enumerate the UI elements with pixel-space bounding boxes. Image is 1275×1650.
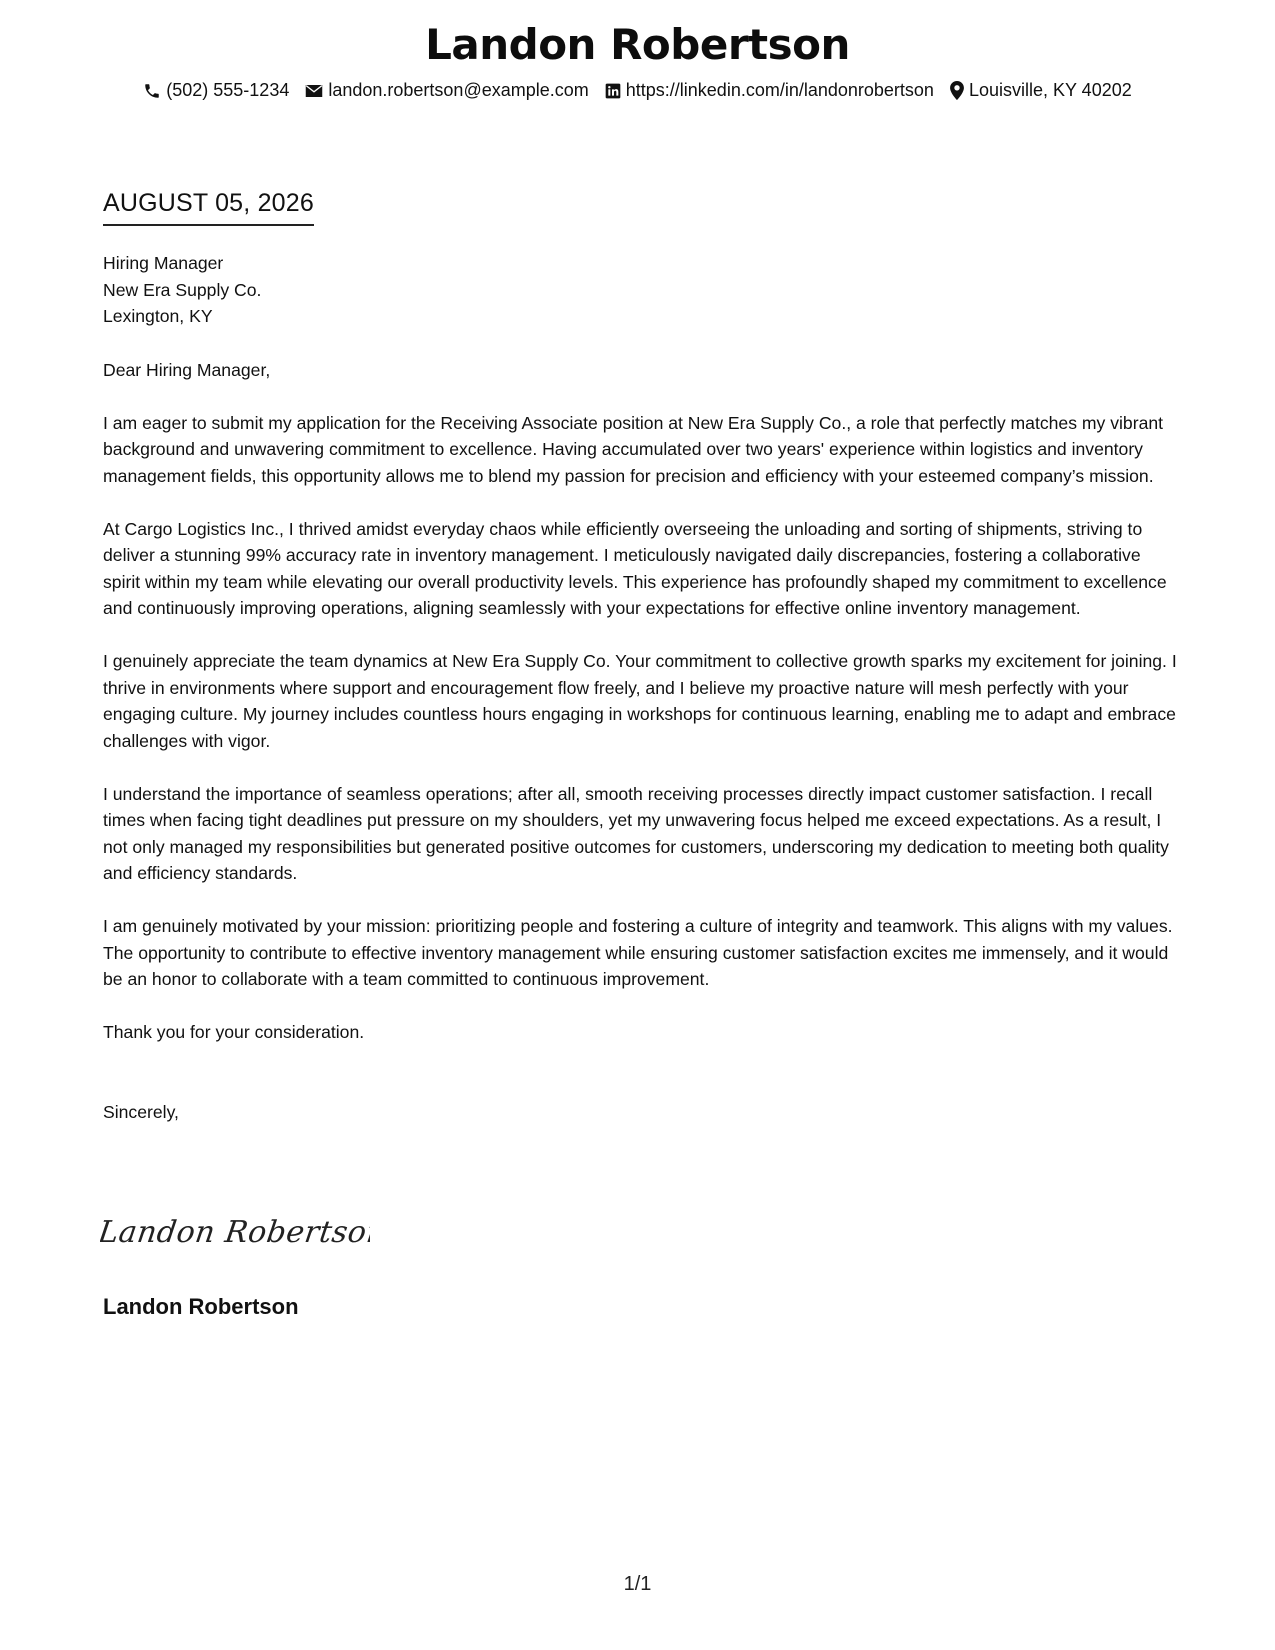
contact-location xyxy=(950,80,1132,101)
map-pin-icon xyxy=(950,81,964,100)
signature-script: Landon Robertson xyxy=(100,1215,370,1250)
body-paragraph: I understand the importance of seamless operations; after all, smooth receiving processes directly impact customer satisfaction. I recall times when facing tight deadlines put pressure on my shoulders, yet my unwavering focus helped me exceed expectations. As a result, I not only managed my responsibilities but generated positive outcomes for customers, underscoring my dedication to meeting both quality and efficiency standards. xyxy=(103,783,1169,883)
date-block xyxy=(103,189,314,226)
body-paragraph: I genuinely appreciate the team dynamics at New Era Supply Co. Your commitment to collective growth sparks my excitement for joining. I thrive in environments where support and encouragement flow freely, and I believe my proactive nature will mesh perfectly with your engaging culture. My journey includes countless hours engaging in workshops for continuous learning, enabling me to adapt and embrace challenges with vigor. xyxy=(103,651,1177,751)
handwritten-signature xyxy=(100,1208,370,1263)
page-number: 1/1 xyxy=(623,1573,652,1595)
email-text[interactable]: landon.robertson@example.com xyxy=(328,80,589,100)
location-text: Louisville, KY 40202 xyxy=(968,80,1132,100)
body-paragraph: At Cargo Logistics Inc., I thrived amidst everyday chaos while efficiently overseeing the unloading and sorting of shipments, striving to deliver a stunning 99% accuracy rate in inventory management. I meticulously navigated daily discrepancies, fostering a collaborative spirit within my team while elevating our overall productivity levels. This experience has profoundly shaped my commitment to excellence and continuously improving operations, aligning seamlessly with your expectations for effective online inventory management. xyxy=(103,518,1167,618)
envelope-icon xyxy=(305,84,323,98)
recipient-address xyxy=(103,250,1178,330)
salutation: Dear Hiring Manager, xyxy=(103,359,271,380)
body-paragraph: I am genuinely motivated by your mission: prioritizing people and fostering a culture of integrity and teamwork. This aligns with my values. The opportunity to contribute to effective inventory management while ensuring customer satisfaction excites me immensely, and it would be an honor to collaborate with a team committed to continuous improvement. xyxy=(103,916,1173,989)
contact-email[interactable] xyxy=(305,80,588,101)
recipient-title: Hiring Manager xyxy=(103,253,224,273)
body-paragraph: I am eager to submit my application for the Receiving Associate position at New Era Supply Co., a role that perfectly matches my vibrant background and unwavering commitment to excellence. Having accumulated over two years' experience within logistics and inventory management fields, this opportunity allows me to blend my passion for precision and efficiency with your esteemed company’s mission. xyxy=(103,412,1164,486)
contact-info-row xyxy=(0,80,1275,101)
recipient-company: New Era Supply Co. xyxy=(103,279,262,300)
applicant-name-heading: Landon Robertson xyxy=(425,20,850,69)
closing-line: Sincerely, xyxy=(103,1101,179,1122)
linkedin-text[interactable]: https://linkedin.com/in/landonrobertson xyxy=(625,80,934,100)
linkedin-icon xyxy=(605,83,621,99)
thanks-line: Thank you for your consideration. xyxy=(103,1022,365,1042)
recipient-location: Lexington, KY xyxy=(103,306,213,326)
phone-text: (502) 555-1234 xyxy=(166,80,290,100)
contact-phone xyxy=(143,80,289,101)
contact-linkedin[interactable] xyxy=(605,80,934,101)
letter-body xyxy=(103,250,1178,1125)
letter-date: AUGUST 05, 2026 xyxy=(103,189,314,226)
phone-icon xyxy=(143,82,161,100)
signer-name: Landon Robertson xyxy=(103,1294,299,1319)
